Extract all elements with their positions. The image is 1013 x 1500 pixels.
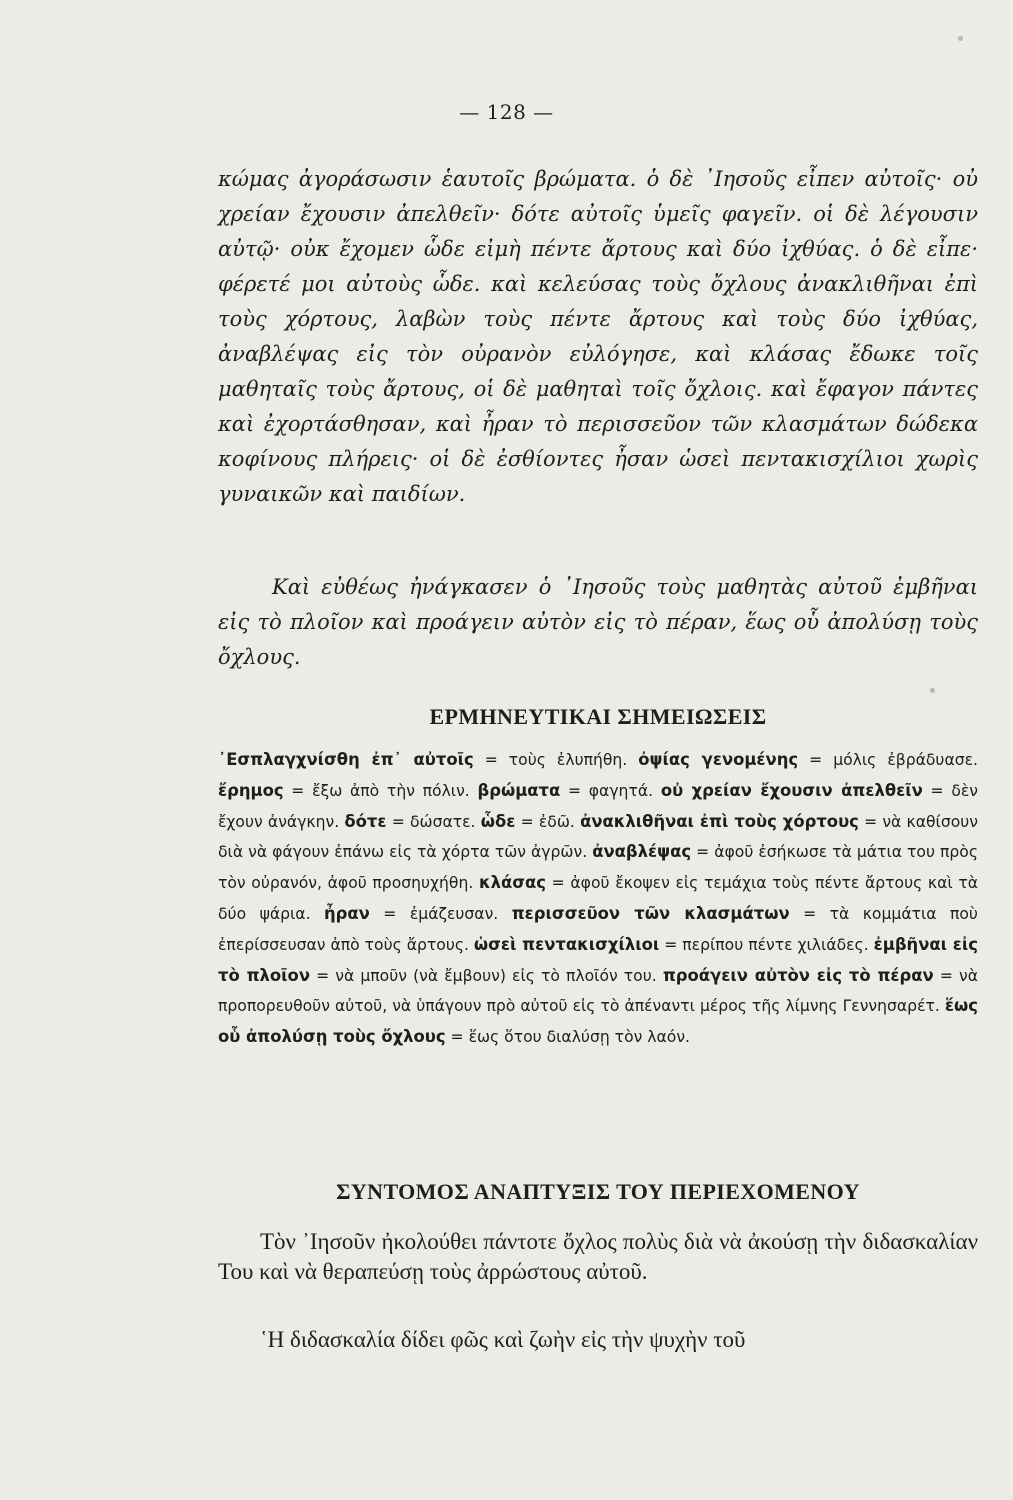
note-separator: = [560,781,589,800]
scripture-paragraph: Καὶ εὐθέως ἠνάγκασεν ὁ ᾿Ιησοῦς τοὺς μαθητὰς αὐτοῦ ἐμβῆναι εἰς τὸ πλοῖον καὶ προάγειν αὐτὸν εἰς τὸ πέραν, ἕως οὗ ἀπολύσῃ τοὺς ὄχλους. [218,575,978,669]
note-gloss: ἀφοῦ ἔκοψεν εἰς τεμάχια τοὺς πέντε ἄρτους καὶ τὰ δύο ψάρια. [218,874,978,923]
note-entry [324,905,498,923]
note-term: περισσεῦον τῶν κλασμάτων [511,903,790,923]
note-gloss: νὰ μποῦν (νὰ ἔμβουν) εἰς τὸ πλοῖόν του. [335,966,657,985]
note-gloss: νὰ καθίσουν διὰ νὰ φάγουν ἐπάνω εἰς τὰ χόρτα τῶν ἀγρῶν. [218,812,978,862]
summary-paragraph: Τὸν ᾿Ιησοῦν ἠκολούθει πάντοτε ὄχλος πολὺς διὰ νὰ ἀκούσῃ τὴν διδασκαλίαν Του καὶ νὰ θεραπεύσῃ τοὺς ἀρρώστους αὐτοῦ. [218,1229,978,1284]
note-entry [218,751,627,769]
note-separator: = [858,812,883,831]
note-term: προάγειν αὐτὸν εἰς τὸ πέραν [662,965,934,985]
note-entry [477,782,653,800]
paper-speck [958,36,963,41]
note-gloss: ἐδῶ. [538,812,575,831]
note-separator: = [369,904,410,923]
note-entry [638,751,978,769]
notes-block [218,745,978,1053]
note-term: ἀνακλιθῆναι ἐπὶ τοὺς χόρτους [580,811,859,831]
note-gloss: περίπου πέντε χιλιάδες. [682,935,869,954]
note-separator: = [789,904,830,923]
note-separator: = [546,874,571,893]
note-term: ἔρημος [218,780,284,800]
note-entry [481,813,575,831]
note-separator: = [283,781,313,800]
note-separator: = [445,1028,469,1047]
note-gloss: μόλις ἐβράδυασε. [833,751,978,769]
note-gloss: ἔξω ἀπὸ τὴν πόλιν. [312,781,470,800]
note-gloss: ἕως ὅτου διαλύσῃ τὸν λαόν. [468,1028,690,1047]
note-term: ἦραν [324,903,370,923]
note-term: ἐμβῆναι εἰς τὸ πλοῖον [218,934,978,985]
note-term: δότε [344,811,387,831]
note-gloss: νὰ προπορευθοῦν αὐτοῦ, νὰ ὑπάγουν πρὸ αὐτοῦ εἰς τὸ ἀπέναντι μέρος τῆς λίμνης Γεννησαρέτ. [218,966,978,1016]
note-term: ᾿Εσπλαγχνίσθη ἐπ᾿ αὐτοῖς [218,750,474,769]
note-term: κλάσας [478,873,547,893]
scripture-paragraph: κώμας ἀγοράσωσιν ἑαυτοῖς βρώματα. ὁ δὲ ᾿Ιησοῦς εἶπεν αὐτοῖς· οὐ χρείαν ἔχουσιν ἀπελθεῖν· δότε αὐτοῖς ὑμεῖς φαγεῖν. οἱ δὲ λέγουσιν αὐτῷ· οὐκ ἔχομεν ὧδε εἰμὴ πέντε ἄρτους καὶ δύο ἰχθύας. ὁ δὲ εἶπε· φέρετέ μοι αὐτοὺς ὧδε. καὶ κελεύσας τοὺς ὄχλους ἀνακλιθῆναι ἐπὶ τοὺς χόρτους, λαβὼν τοὺς πέντε ἄρτους καὶ τοὺς δύο ἰχθύας, ἀναβλέψας εἰς τὸν οὐρανὸν εὐλόγησε, καὶ κλάσας ἔδωκε τοῖς μαθηταῖς τοὺς ἄρτους, οἱ δὲ μαθηταὶ τοῖς ὄχλοις. καὶ ἔφαγον πάντες καὶ ἐχορτάσθησαν, καὶ ἦραν τὸ περισσεῦον τῶν κλασμάτων δώδεκα κοφίνους πλήρεις· οἱ δὲ ἐσθίοντες ἦσαν ὡσεὶ πεντακισχίλιοι χωρὶς γυναικῶν καὶ παιδίων. [218,167,978,506]
note-term: οὐ χρείαν ἔχουσιν ἀπελθεῖν [660,780,923,800]
note-separator: = [473,751,509,769]
note-term: ἀναβλέψας [592,842,692,862]
summary-paragraph: ῾Η διδασκαλία δίδει φῶς καὶ ζωὴν εἰς τὴν ψυχὴν τοῦ [260,1327,746,1352]
note-separator: = [922,781,952,800]
page-number: — 128 — [459,100,554,124]
paper-speck [930,688,935,693]
note-separator: = [798,751,834,769]
note-term: ὀψίας γενομένης [638,750,799,769]
note-gloss: τὰ κομμάτια ποὺ ἐπερίσσευσαν ἀπὸ τοὺς ἄρτους. [218,904,978,954]
notes-heading: ΕΡΜΗΝΕΥΤΙΚΑΙ ΣΗΜΕΙΩΣΕΙΣ [429,704,767,729]
summary-heading: ΣΥΝΤΟΜΟΣ ΑΝΑΠΤΥΞΙΣ ΤΟΥ ΠΕΡΙΕΧΟΜΕΝΟΥ [336,1179,860,1204]
note-term: ὡσεὶ πεντακισχίλιοι [473,934,660,954]
note-separator: = [659,935,683,954]
note-separator: = [933,966,959,985]
note-entry [344,813,475,831]
note-entry [474,936,869,954]
note-gloss: δὲν ἔχουν ἀνάγκην. [218,781,979,831]
note-term: ὧδε [480,811,516,831]
note-separator: = [515,812,539,831]
note-separator: = [386,812,410,831]
note-gloss: ἀφοῦ ἐσήκωσε τὰ μάτια του πρὸς τὸν οὐρανόν, ἀφοῦ προσηυχήθη. [218,843,978,893]
note-term: βρώματα [477,780,561,800]
note-entry [218,782,470,800]
note-gloss: φαγητά. [588,781,654,800]
note-gloss: ἐμάζευσαν. [409,904,499,923]
note-term: ἕως οὗ ἀπολύσῃ τοὺς ὄχλους [218,996,978,1047]
note-gloss: δώσατε. [409,812,476,831]
note-separator: = [691,843,715,862]
note-separator: = [310,966,336,985]
note-gloss: τοὺς ἐλυπήθη. [508,751,628,769]
